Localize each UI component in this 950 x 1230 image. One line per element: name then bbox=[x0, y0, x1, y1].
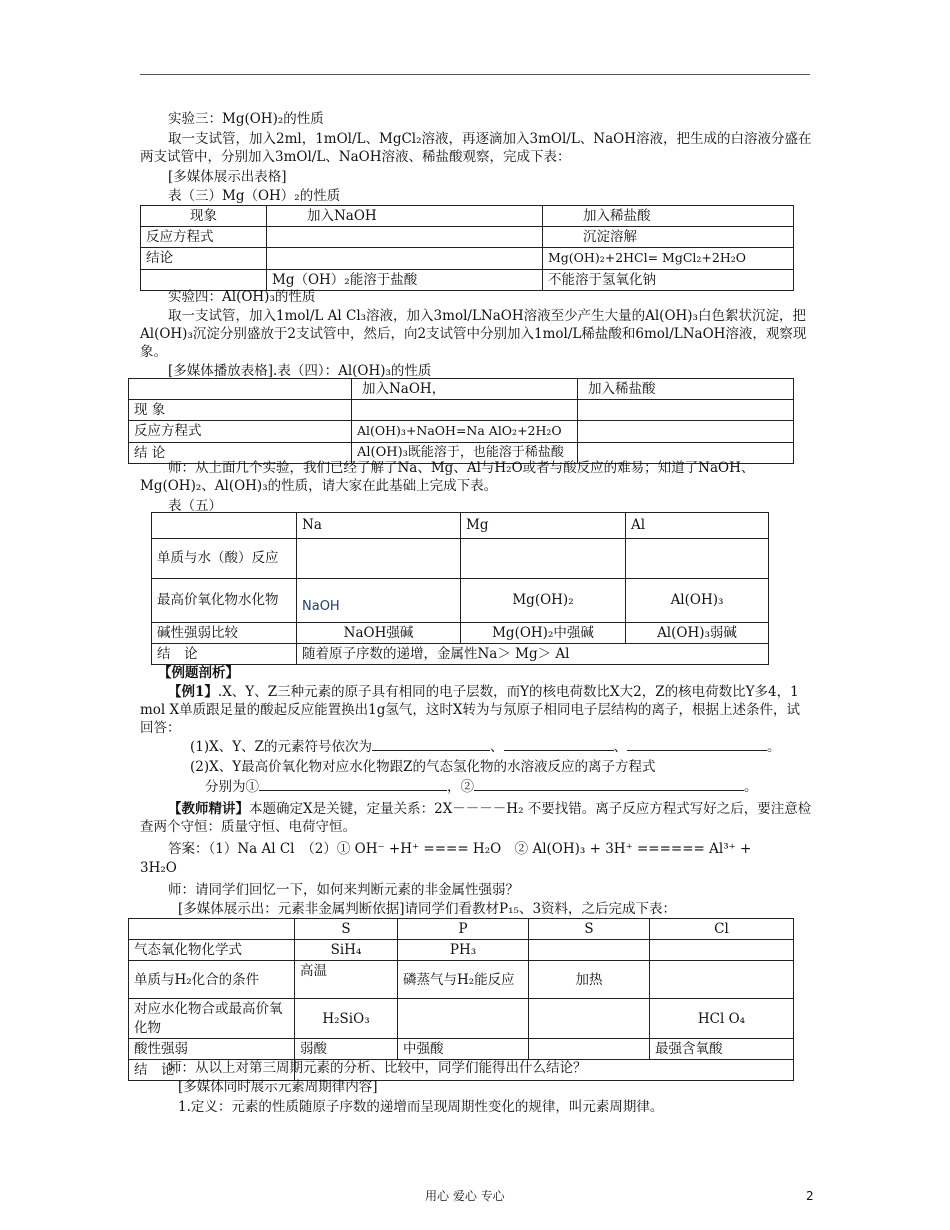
example-1-tag: 【例1】 bbox=[168, 684, 218, 700]
punct: 。 bbox=[767, 739, 781, 755]
table5-header bbox=[152, 513, 297, 539]
table6-cell: 弱酸 bbox=[295, 1038, 398, 1059]
answer-line-2: 3H₂O bbox=[140, 860, 177, 876]
table-4 bbox=[128, 378, 794, 464]
example-1 bbox=[140, 683, 812, 738]
table5-cell: Mg(OH)₂中强碱 bbox=[461, 623, 626, 644]
table3-header: 加入稀盐酸 bbox=[543, 206, 794, 227]
table5-cell: Al(OH)₃ bbox=[626, 579, 769, 623]
table6-header: Cl bbox=[650, 919, 794, 940]
exp4-media: [多媒体播放表格].表（四）：Al(OH)₃的性质 bbox=[168, 363, 432, 379]
table5-cell: NaOH强碱 bbox=[297, 623, 461, 644]
exp3-body: 取一支试管，加入2ml，1mOl/L、MgCl₂溶液，再逐滴加入3mOl/L、NaOH溶液，把生成的白溶液分盛在两支试管中，分别加入3mOl/L、NaOH溶液、稀盐酸观察，完成下表： bbox=[140, 131, 812, 166]
table6-cell: 磷蒸气与H₂能反应 bbox=[398, 961, 529, 999]
table5-cell: Al(OH)₃弱碱 bbox=[626, 623, 769, 644]
table3-cell: Mg(OH)₂+2HCl= MgCl₂+2H₂O bbox=[543, 248, 794, 269]
table-5 bbox=[151, 512, 769, 665]
definition: 1.定义：元素的性质随原子序数的递增而呈现周期性变化的规律，叫元素周期律。 bbox=[178, 1099, 664, 1115]
exp3-title: 实验三：Mg(OH)₂的性质 bbox=[168, 111, 324, 127]
punct: 、 bbox=[613, 739, 628, 755]
teacher-remark-2: 师：请同学们回忆一下，如何来判断元素的非金属性强弱？ bbox=[168, 882, 519, 898]
table5-cell: 碱性强弱比较 bbox=[152, 623, 297, 644]
question-2b-text: 分别为① bbox=[205, 779, 259, 795]
table4-cell: 结 论 bbox=[129, 442, 352, 463]
teacher-remark-1: 师：从上面几个实验，我们已经了解了Na、Mg、Al与H₂O或者与酸反应的难易；知道了NaOH、Mg(OH)₂、Al(OH)₃的性质，请大家在此基础上完成下表。 bbox=[140, 460, 755, 495]
table6-cell: 最强含氧酸 bbox=[650, 1038, 794, 1059]
table4-cell bbox=[352, 400, 578, 421]
table6-cell: 加热 bbox=[529, 961, 650, 999]
table4-cell bbox=[578, 400, 794, 421]
table5-caption: 表（五） bbox=[168, 498, 222, 514]
teacher-explain-tag: 【教师精讲】 bbox=[168, 801, 249, 817]
table6-cell bbox=[529, 940, 650, 961]
table3-cell: Mg（OH）₂能溶于盐酸 bbox=[267, 269, 543, 290]
table5-header: Mg bbox=[461, 513, 626, 539]
teacher-remark-3: 师：从以上对第三周期元素的分析、比较中，同学们能得出什么结论？ bbox=[168, 1060, 587, 1076]
punct: 、 bbox=[490, 739, 504, 755]
table6-cell: 单质与H₂化合的条件 bbox=[129, 961, 295, 999]
table6-cell: PH₃ bbox=[398, 940, 529, 961]
table3-cell: 不能溶于氢氧化钠 bbox=[543, 269, 794, 290]
table6-cell bbox=[650, 940, 794, 961]
page-number: 2 bbox=[806, 1189, 814, 1203]
table4-cell: Al(OH)₃既能溶于，也能溶于稀盐酸 bbox=[352, 442, 578, 463]
table3-cell bbox=[267, 227, 543, 248]
table6-cell: H₂SiO₃ bbox=[295, 999, 398, 1038]
table6-cell: 对应水化物合或最高价氧化物 bbox=[129, 999, 295, 1038]
table4-cell bbox=[578, 421, 794, 442]
question-2: (2)X、Y最高价氧化物对应水化物跟Z的气态氢化物的水溶液反应的离子方程式 bbox=[190, 759, 656, 775]
table6-cell: 中强酸 bbox=[398, 1038, 529, 1059]
punct: 。 bbox=[744, 779, 758, 795]
table5-conclusion: 随着原子序数的递增，金属性Na＞ Mg＞ Al bbox=[297, 644, 769, 665]
table3-header: 加入NaOH bbox=[267, 206, 543, 227]
table5-cell: 单质与水（酸）反应 bbox=[152, 539, 297, 579]
table6-cell bbox=[529, 999, 650, 1038]
table6-cell bbox=[529, 1038, 650, 1059]
table5-header: Na bbox=[297, 513, 461, 539]
answer-blank[interactable] bbox=[627, 738, 767, 751]
teacher-explain-body: 本题确定X是关键，定量关系：2X－－－－H₂ 不要找错。离子反应方程式写好之后，要注意检查两个守恒：质量守恒、电荷守恒。 bbox=[140, 801, 812, 836]
table6-cell: 结 论 bbox=[129, 1060, 295, 1081]
table5-cell bbox=[297, 539, 461, 579]
table6-header: S bbox=[295, 919, 398, 940]
answer-blank[interactable] bbox=[259, 778, 447, 791]
table5-cell bbox=[626, 539, 769, 579]
table4-header: 加入稀盐酸 bbox=[578, 379, 794, 400]
example-heading: 【例题剖析】 bbox=[158, 665, 239, 681]
answer-blank[interactable] bbox=[372, 738, 490, 751]
table3-cell bbox=[267, 248, 543, 269]
header-rule bbox=[140, 74, 810, 75]
table4-cell: 现 象 bbox=[129, 400, 352, 421]
table5-cell: 最高价氧化物水化物 bbox=[152, 579, 297, 623]
media-4: [多媒体同时展示元素周期律内容] bbox=[178, 1079, 378, 1095]
table5-cell: Mg(OH)₂ bbox=[461, 579, 626, 623]
table-6 bbox=[128, 918, 794, 1081]
exp4-title: 实验四：Al(OH)₃的性质 bbox=[168, 289, 316, 305]
table3-cell: 沉淀溶解 bbox=[543, 227, 794, 248]
answer-blank[interactable] bbox=[474, 778, 744, 791]
exp3-caption: 表（三）Mg（OH）₂的性质 bbox=[168, 188, 341, 204]
answer-blank[interactable] bbox=[504, 738, 614, 751]
table6-header bbox=[129, 919, 295, 940]
question-1-text: (1)X、Y、Z的元素符号依次为 bbox=[190, 739, 373, 755]
answer-line: 答案：（1）Na Al Cl （2）① OH⁻ +H⁺ ==== H₂O ② Al(OH)₃ + 3H⁺ ====== Al³⁺ + bbox=[168, 841, 752, 857]
table4-header bbox=[129, 379, 352, 400]
table6-cell: SiH₄ bbox=[295, 940, 398, 961]
exp3-media: [多媒体展示出表格] bbox=[168, 169, 287, 185]
table6-cell: HCl O₄ bbox=[650, 999, 794, 1038]
table6-cell: 酸性强弱 bbox=[129, 1038, 295, 1059]
table6-header: P bbox=[398, 919, 529, 940]
table6-header: S bbox=[529, 919, 650, 940]
media-3: [多媒体展示出：元素非金属判断依据]请同学们看教材P₁₅、3资料，之后完成下表： bbox=[178, 901, 677, 917]
table6-cell: 高温 bbox=[295, 961, 398, 999]
table4-cell: 反应方程式 bbox=[129, 421, 352, 442]
table3-cell: 结论 bbox=[141, 248, 267, 269]
table5-cell bbox=[297, 579, 461, 623]
example-1-body: .X、Y、Z三种元素的原子具有相同的电子层数，而Y的核电荷数比X大2，Z的核电荷数比Y多4，1 mol X单质跟足量的酸起反应能置换出1g氢气，这时X转为与氖原子相同电子层结构的离子，根据上述条件，试回答： bbox=[140, 684, 800, 737]
table3-cell: 反应方程式 bbox=[141, 227, 267, 248]
table6-cell bbox=[398, 999, 529, 1038]
table6-cell bbox=[650, 961, 794, 999]
table6-cell: 气态氧化物化学式 bbox=[129, 940, 295, 961]
table5-header: Al bbox=[626, 513, 769, 539]
table3-header: 现象 bbox=[141, 206, 267, 227]
table4-header: 加入NaOH， bbox=[352, 379, 578, 400]
table5-cell bbox=[461, 539, 626, 579]
table5-cell: 结 论 bbox=[152, 644, 297, 665]
question-1 bbox=[190, 738, 781, 756]
teacher-explain bbox=[140, 800, 812, 836]
naoh-text: NaOH bbox=[302, 599, 340, 615]
question-2c-text: ，② bbox=[447, 779, 474, 795]
table4-cell: Al(OH)₃+NaOH=Na AlO₂+2H₂O bbox=[352, 421, 578, 442]
table-3 bbox=[140, 205, 794, 291]
exp4-body: 取一支试管，加入1mol/L Al Cl₃溶液，加入3mol/LNaOH溶液至少产生大量的Al(OH)₃白色絮状沉淀，把Al(OH)₃沉淀分别盛放于2支试管中，然后，向2支试管中分别加入1mol/L稀盐酸和6mol/LNaOH溶液，观察现象。 bbox=[140, 308, 807, 361]
question-2-blanks bbox=[205, 778, 758, 796]
footer-slogan: 用心 爱心 专心 bbox=[425, 1189, 505, 1203]
